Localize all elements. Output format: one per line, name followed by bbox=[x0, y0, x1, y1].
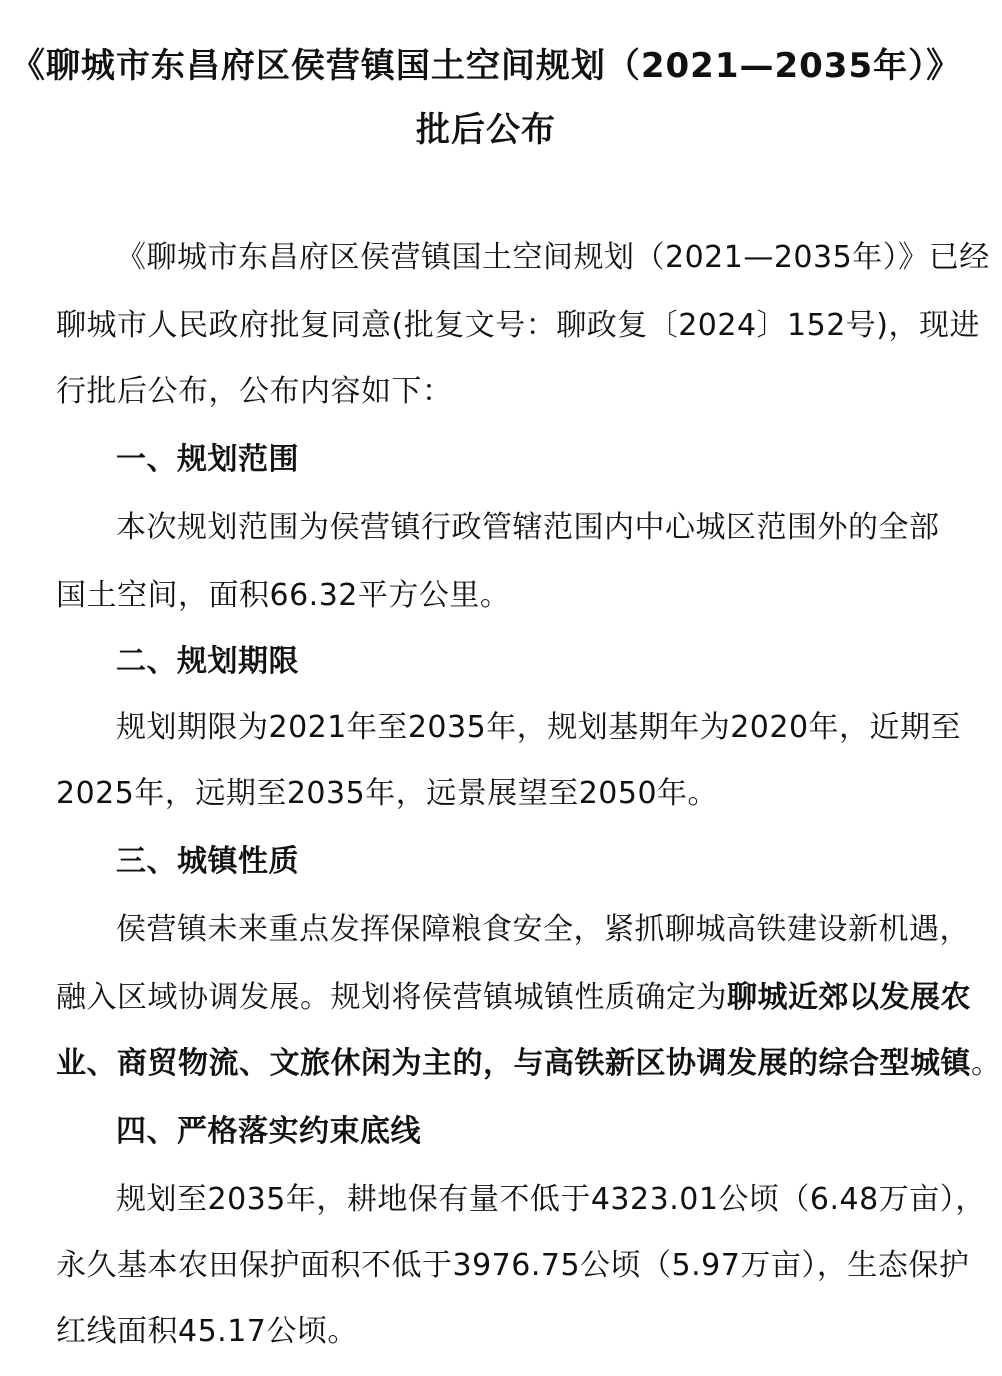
document-subtitle: 批后公布 bbox=[416, 110, 556, 150]
intro-line-3: 行批后公布，公布内容如下： bbox=[56, 374, 453, 409]
section-1-line-2: 国土空间，面积66.32平方公里。 bbox=[56, 578, 511, 613]
section-3-emphasis-start: 聊城近郊以发展农 bbox=[727, 980, 971, 1015]
intro-line-1: 《聊城市东昌府区侯营镇国土空间规划（2021—2035年）》已经 bbox=[116, 240, 990, 275]
document-title: 《聊城市东昌府区侯营镇国土空间规划（2021—2035年）》 bbox=[10, 46, 962, 86]
section-3-line-1: 侯营镇未来重点发挥保障粮食安全，紧抓聊城高铁建设新机遇， bbox=[116, 912, 970, 947]
section-4-heading: 四、严格落实约束底线 bbox=[116, 1114, 421, 1149]
section-4-line-3: 红线面积45.17公顷。 bbox=[56, 1314, 358, 1349]
intro-line-2: 聊城市人民政府批复同意(批复文号：聊政复〔2024〕152号)，现进 bbox=[56, 308, 981, 343]
section-4-line-1: 规划至2035年，耕地保有量不低于4323.01公顷（6.48万亩）， bbox=[116, 1182, 986, 1217]
section-1-line-1: 本次规划范围为侯营镇行政管辖范围内中心城区范围外的全部 bbox=[116, 510, 940, 545]
section-3-emphasis-end: 业、商贸物流、文旅休闲为主的，与高铁新区协调发展的综合型城镇 bbox=[56, 1046, 971, 1081]
section-4-line-2: 永久基本农田保护面积不低于3976.75公顷（5.97万亩），生态保护 bbox=[56, 1248, 970, 1283]
section-3-line-3-end: 。 bbox=[971, 1046, 1002, 1081]
section-3-heading: 三、城镇性质 bbox=[116, 844, 299, 879]
section-1-heading: 一、规划范围 bbox=[116, 442, 299, 477]
section-3-line-2-text: 融入区域协调发展。规划将侯营镇城镇性质确定为 bbox=[56, 980, 727, 1015]
section-3-line-3 bbox=[56, 1044, 1002, 1084]
section-3-line-2 bbox=[56, 978, 971, 1018]
section-2-heading: 二、规划期限 bbox=[116, 644, 299, 679]
section-2-line-1: 规划期限为2021年至2035年，规划基期年为2020年，近期至 bbox=[116, 710, 962, 745]
section-2-line-2: 2025年，远期至2035年，远景展望至2050年。 bbox=[56, 776, 719, 811]
